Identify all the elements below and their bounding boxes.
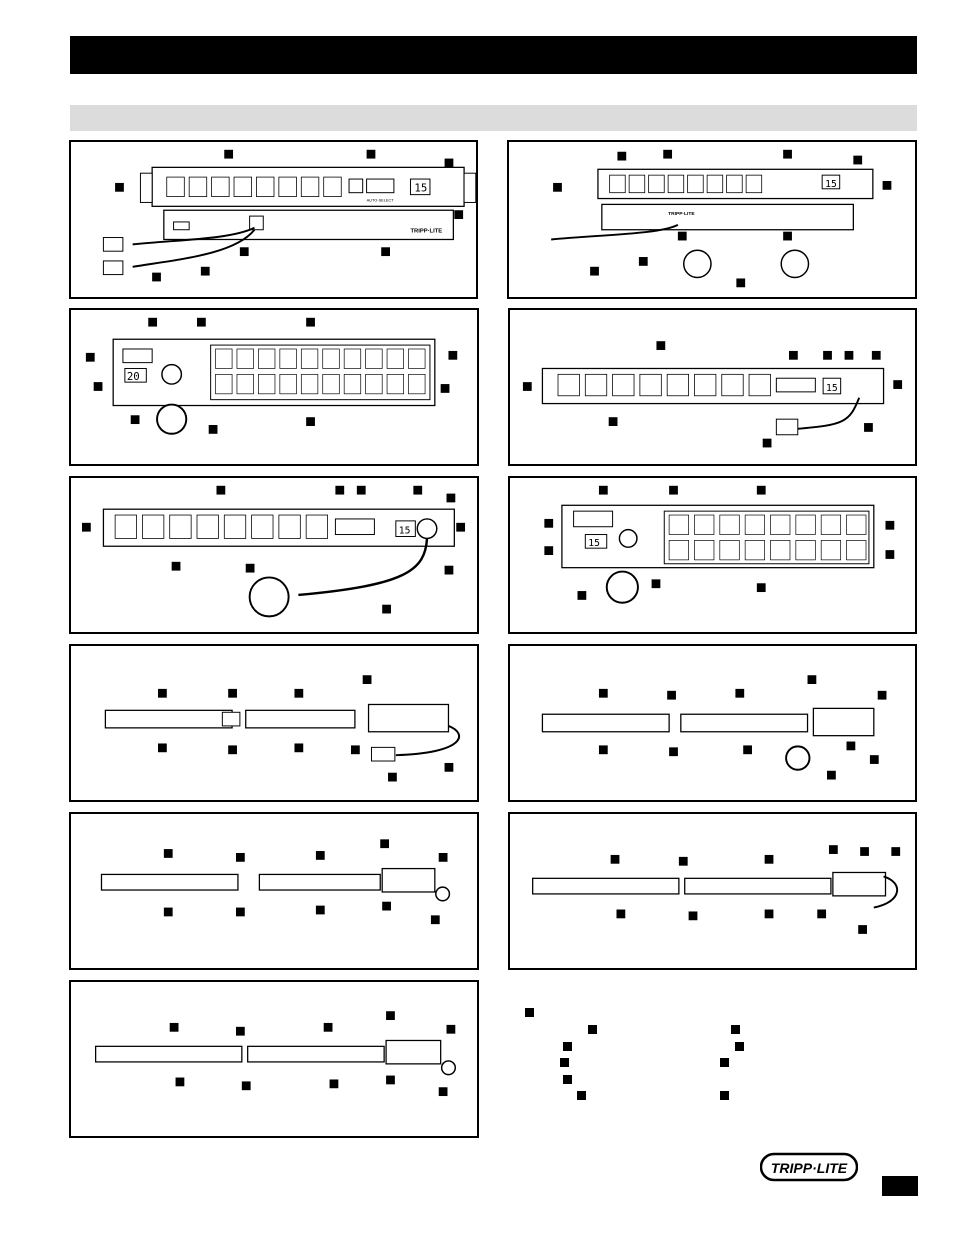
legend-marker-7 (731, 1025, 740, 1034)
figure-panel-6 (508, 476, 917, 634)
figure-panel-11 (69, 980, 479, 1138)
pdu-illustration-10 (510, 814, 915, 968)
section-heading-bar (70, 105, 917, 131)
figure-panel-1 (69, 140, 478, 299)
header-bar (70, 36, 917, 74)
page-number-box (882, 1176, 918, 1196)
legend-marker-6 (577, 1091, 586, 1100)
figure-panel-3 (69, 308, 479, 466)
pdu-illustration-11 (71, 982, 477, 1136)
figure-panel-9 (69, 812, 479, 970)
pdu-illustration-9 (71, 814, 477, 968)
legend-marker-4 (560, 1058, 569, 1067)
pdu-illustration-3 (71, 310, 477, 464)
figure-panel-8 (508, 644, 917, 802)
legend-marker-5 (563, 1075, 572, 1084)
legend-marker-9 (720, 1058, 729, 1067)
display-readout-4: 15 (826, 382, 838, 394)
figure-panel-10 (508, 812, 917, 970)
legend-marker-10 (720, 1091, 729, 1100)
pdu-illustration-5 (71, 478, 477, 632)
legend-markers (525, 1008, 785, 1103)
unit-brand-1: TRIPP·LITE (410, 228, 443, 235)
pdu-illustration-1 (71, 142, 476, 297)
display-readout-2: 15 (825, 178, 837, 190)
figure-panel-7 (69, 644, 479, 802)
display-readout-5: 15 (398, 525, 411, 537)
figure-panel-4 (508, 308, 917, 466)
figure-panel-2 (507, 140, 917, 299)
panel-label-1: AUTO-SELECT (366, 197, 394, 203)
legend-marker-3 (563, 1042, 572, 1051)
legend-marker-1 (525, 1008, 534, 1017)
display-readout-3: 20 (126, 370, 140, 384)
tripp-lite-logo (760, 1148, 858, 1186)
unit-brand-2: TRIPP·LITE (668, 212, 695, 218)
display-readout-6: 15 (588, 538, 600, 550)
legend-marker-8 (735, 1042, 744, 1051)
figure-panel-5 (69, 476, 479, 634)
pdu-illustration-8 (510, 646, 915, 800)
logo-text: TRIPP·LITE (770, 1160, 848, 1176)
pdu-illustration-4 (510, 310, 915, 464)
pdu-illustration-7 (71, 646, 477, 800)
legend-marker-2 (588, 1025, 597, 1034)
pdu-illustration-2 (509, 142, 915, 297)
pdu-illustration-6 (510, 478, 915, 632)
display-readout-1: 15 (414, 181, 428, 195)
